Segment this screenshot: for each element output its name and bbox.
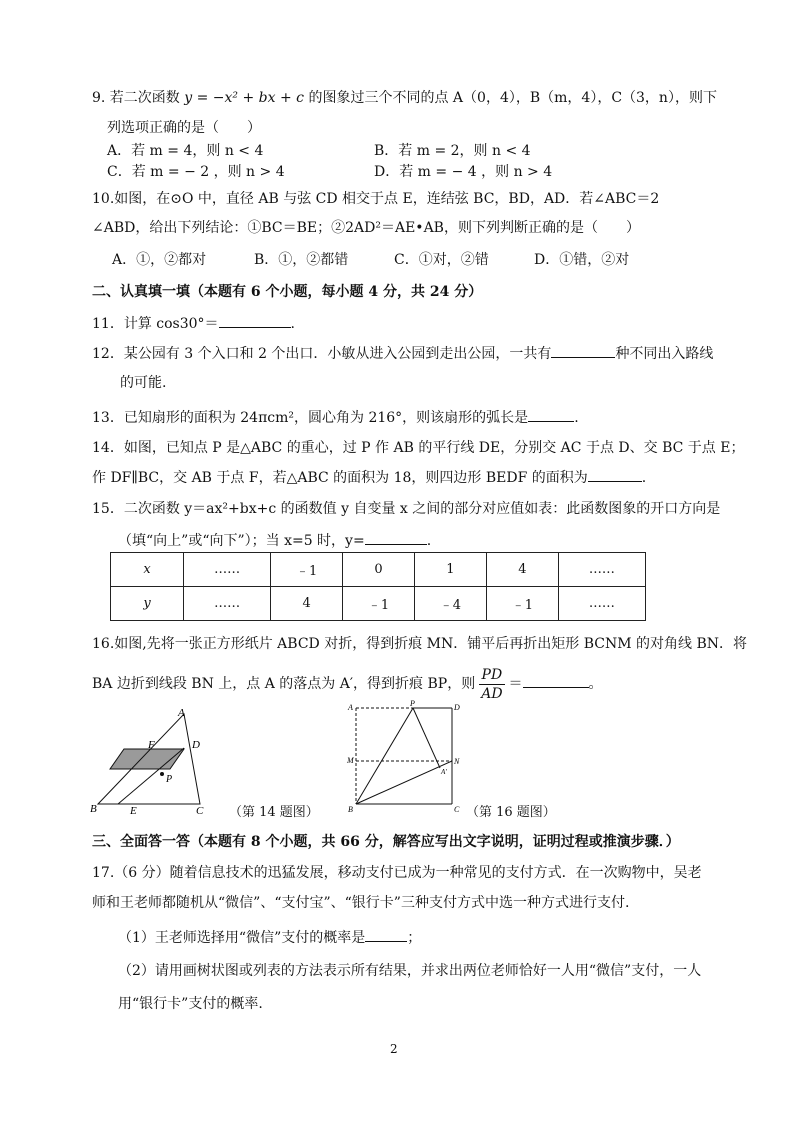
q12-post: 种不同出入路线 xyxy=(615,346,714,362)
q14-answer-blank[interactable] xyxy=(588,467,642,482)
q16-fraction xyxy=(479,666,504,703)
table-cell: …… xyxy=(184,553,271,587)
figure-16 xyxy=(346,700,466,816)
table-cell: ﹣1 xyxy=(486,587,558,621)
figure-14-caption: （第 14 题图） xyxy=(229,805,319,820)
q15-line2 xyxy=(118,530,431,551)
q9-option-c: C．若 m = − 2 ，则 n > 4 xyxy=(107,164,285,180)
segment-pa-prime xyxy=(413,708,440,768)
q11-end: . xyxy=(290,316,295,332)
q9-line2: 列选项正确的是（ ） xyxy=(107,120,261,136)
q17-part2-line2: 用“银行卡”支付的概率. xyxy=(118,996,263,1012)
q9-line1 xyxy=(92,88,717,108)
table-row-x xyxy=(111,553,646,587)
table-cell: 0 xyxy=(343,553,415,587)
q9-points: A（0，4），B（m，4），C（3，n） xyxy=(452,90,675,106)
table-cell: ﹣1 xyxy=(271,553,343,587)
crease-bp xyxy=(356,708,413,804)
q17-part2-line1: （2）请用画树状图或列表的方法表示所有结果，并求出两位老师恰好一人用“微信”支付，一人 xyxy=(118,963,702,979)
q14-text: 作 DF∥BC，交 AB 于点 F，若△ABC 的面积为 18，则四边形 BEDF 的面积为 xyxy=(92,470,588,486)
label-d: D xyxy=(192,739,200,751)
table-cell: …… xyxy=(558,587,645,621)
q11-answer-blank[interactable] xyxy=(219,313,291,328)
q12-text: 12．某公园有 3 个入口和 2 个出口．小敏从进入公园到走出公园，一共有 xyxy=(92,346,552,362)
label-c: C xyxy=(196,805,204,816)
q13-answer-blank[interactable] xyxy=(528,407,574,422)
table-cell: …… xyxy=(184,587,271,621)
label-n: N xyxy=(454,757,460,766)
q15-text: （填“向上”或“向下”）；当 x=5 时，y= xyxy=(118,533,365,549)
table-row-y xyxy=(111,587,646,621)
q17-part1-end: ； xyxy=(407,930,422,946)
label-a-prime: A′ xyxy=(441,768,447,776)
q9-function: y = −x² + bx + c xyxy=(184,90,305,106)
q10-line2: ∠ABD，给出下列结论：①BC＝BE；②2AD²＝AE•AB，则下列判断正确的是（ ） xyxy=(92,220,640,236)
table-cell: …… xyxy=(558,553,645,587)
table-cell: 4 xyxy=(486,553,558,587)
q15-value-table xyxy=(110,552,646,621)
q16-end: 。 xyxy=(588,676,603,692)
table-cell: 4 xyxy=(271,587,343,621)
label-a: A xyxy=(348,703,353,712)
label-f: F xyxy=(148,739,155,751)
q9-option-d: D．若 m = − 4 ，则 n > 4 xyxy=(374,164,553,180)
section3-title: 三、全面答一答（本题有 8 个小题，共 66 分，解答应写出文字说明，证明过程或推演步骤．） xyxy=(92,834,680,850)
q17-line1: 17.（6 分）随着信息技术的迅猛发展，移动支付已成为一种常见的支付方式．在一次购物中，吴老 xyxy=(92,865,702,881)
q17-line2: 师和王老师都随机从“微信”、“支付宝”、“银行卡”三种支付方式中选一种方式进行支付. xyxy=(92,895,630,911)
label-c: C xyxy=(454,805,460,814)
point-p xyxy=(160,772,164,776)
q10-option-b: B．①，②都错 xyxy=(254,252,349,268)
table-cell: 1 xyxy=(414,553,486,587)
label-a: A xyxy=(178,707,185,719)
q9-prefix: 9. 若二次函数 xyxy=(92,90,185,106)
q11 xyxy=(92,313,295,334)
fraction-numerator: PD xyxy=(479,666,504,685)
label-d: D xyxy=(454,703,460,712)
table-cell: x xyxy=(111,553,184,587)
q10-option-a: A．①，②都对 xyxy=(112,252,207,268)
label-b: B xyxy=(348,805,353,814)
q16-text: BA 边折到线段 BN 上，点 A 的落点为 A′，得到折痕 BP，则 xyxy=(92,676,476,692)
q13-end: . xyxy=(574,410,579,426)
q11-text: 11．计算 cos30°＝ xyxy=(92,316,219,332)
q10-option-c: C．①对，②错 xyxy=(394,252,489,268)
figure-14 xyxy=(88,704,218,816)
q16-answer-blank[interactable] xyxy=(523,673,589,688)
page-number: 2 xyxy=(390,1042,398,1056)
q15-end: . xyxy=(426,533,432,549)
q9-post: ，则下 xyxy=(674,90,717,106)
q16-equals: ＝ xyxy=(508,676,523,692)
label-b: B xyxy=(90,803,97,815)
table-cell: ﹣4 xyxy=(414,587,486,621)
q14-end: . xyxy=(641,470,647,486)
q17-part1-text: （1）王老师选择用“微信”支付的概率是 xyxy=(118,930,366,946)
figure-16-caption: （第 16 题图） xyxy=(466,805,556,820)
q17-part1 xyxy=(118,927,421,948)
q9-option-b: B．若 m = 2，则 n < 4 xyxy=(374,143,531,159)
fraction-denominator: AD xyxy=(481,685,503,702)
table-cell: y xyxy=(111,587,184,621)
section2-title: 二、认真填一填（本题有 6 个小题，每小题 4 分，共 24 分） xyxy=(92,284,483,300)
q13-text: 13．已知扇形的面积为 24πcm²，圆心角为 216°，则该扇形的弧长是 xyxy=(92,410,529,426)
q15-line1: 15．二次函数 y＝ax²+bx+c 的函数值 y 自变量 x 之间的部分对应值如表：此函数图象的开口方向是 xyxy=(92,501,721,517)
q10-line1: 10.如图，在⊙O 中，直径 AB 与弦 CD 相交于点 E，连结弦 BC，BD，AD．若∠ABC＝2 xyxy=(92,191,660,207)
label-e: E xyxy=(130,805,137,816)
q10-option-d: D．①错，②对 xyxy=(534,252,630,268)
q9-mid: 的图象过三个不同的点 xyxy=(304,90,453,106)
table-cell: ﹣1 xyxy=(343,587,415,621)
q13 xyxy=(92,407,579,428)
label-p: P xyxy=(410,700,415,708)
q15-answer-blank[interactable] xyxy=(365,530,427,545)
q14-line2 xyxy=(92,467,646,488)
q17-answer-blank[interactable] xyxy=(365,927,407,942)
diagonal-bn xyxy=(356,761,452,804)
q16-line2 xyxy=(92,664,603,704)
q12-line1 xyxy=(92,343,713,364)
q9-option-a: A．若 m = 4，则 n < 4 xyxy=(107,143,264,159)
q16-line1: 16.如图,先将一张正方形纸片 ABCD 对折，得到折痕 MN．铺平后再折出矩形 BCNM 的对角线 BN．将 xyxy=(92,636,747,652)
q12-answer-blank[interactable] xyxy=(551,343,615,358)
label-p: P xyxy=(166,774,173,785)
label-m: M xyxy=(347,756,354,765)
q14-line1: 14．如图，已知点 P 是△ABC 的重心，过 P 作 AB 的平行线 DE，分别交 AC 于点 D、交 BC 于点 E； xyxy=(92,440,745,456)
q12-line2: 的可能. xyxy=(120,375,167,391)
